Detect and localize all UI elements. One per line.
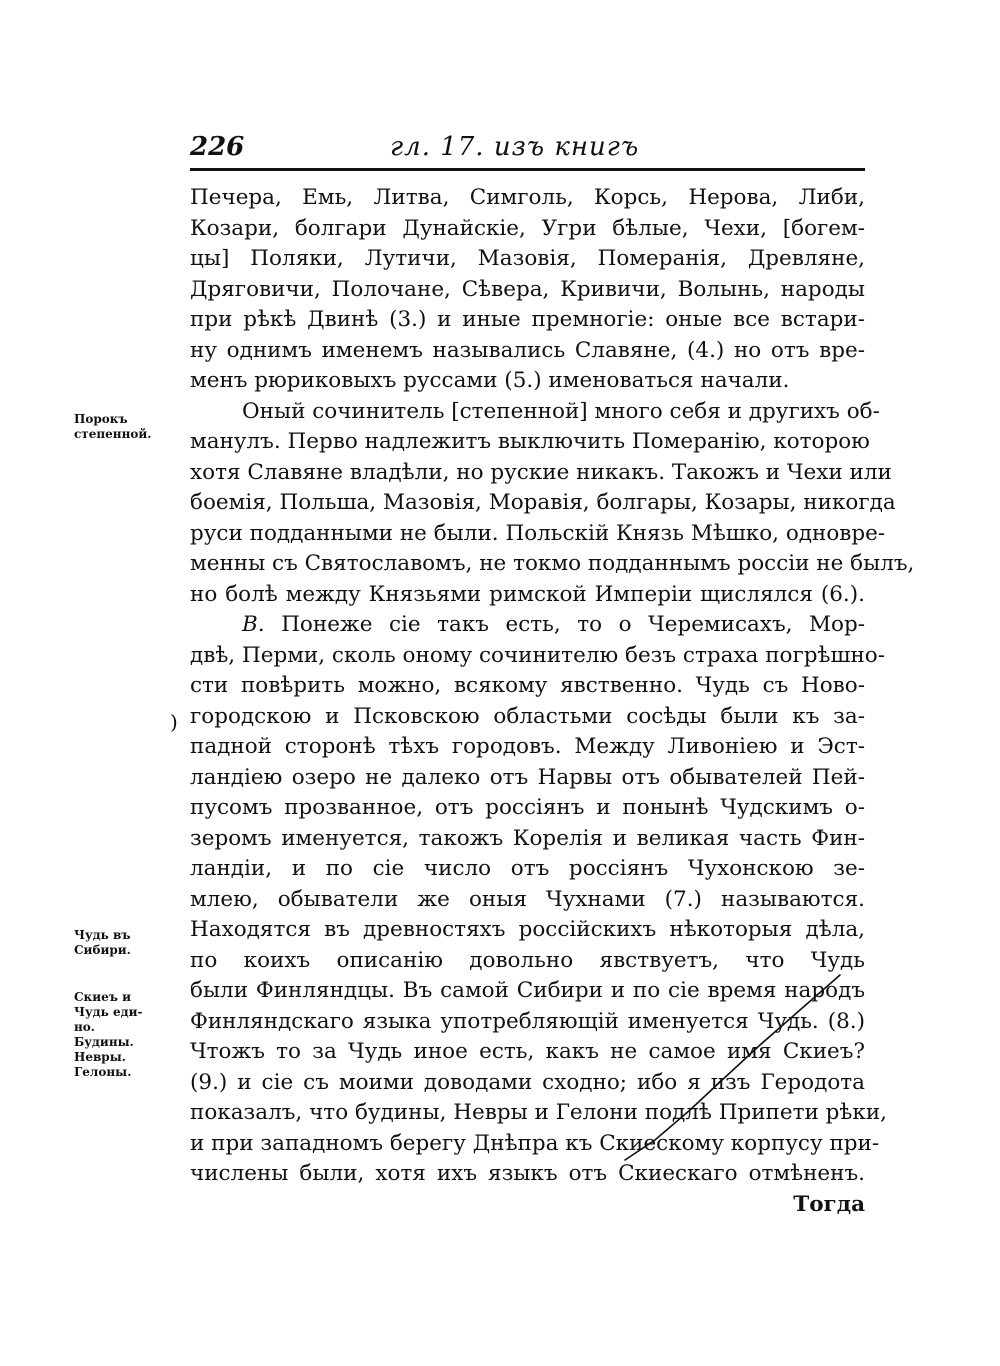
text-line: руси подданными не были. Польскій Князь Мѣшко, одновре- — [190, 520, 886, 546]
page-number: 226 — [190, 132, 245, 162]
section-letter: В. — [242, 612, 265, 637]
text-line: при рѣкѣ Двинѣ (3.) и иные премногіе: оные все встари- — [190, 307, 865, 332]
text-line: двѣ, Перми, сколь оному сочинителю безъ страха погрѣшно- — [190, 642, 885, 668]
text-line: В. Понеже сіе такъ есть, то о Черемисахъ, Мор- — [242, 612, 866, 637]
body-text — [190, 183, 915, 1220]
text-line: Дряговичи, Полочане, Сѣвера, Кривичи, Волынь, народы — [190, 276, 865, 302]
catchword: Тогда — [793, 1191, 865, 1217]
text-line: показалъ, что будины, Невры и Гелони подлѣ Припети рѣки, — [190, 1100, 887, 1125]
text-line: Козари, болгари Дунайскіе, Угри бѣлые, Чехи, [богем- — [190, 215, 865, 241]
text-line: менны съ Святославомъ, не токмо подданнымъ россіи не былъ, — [190, 551, 915, 576]
text-line: цы] Поляки, Лутичи, Мазовія, Померанія, Древляне, — [190, 246, 865, 271]
text-line: Чтожъ то за Чудь иное есть, какъ не самое имя Скиеъ? — [190, 1039, 865, 1064]
text-line: Находятся въ древностяхъ россійскихъ нѣкоторыя дѣла, — [190, 917, 865, 942]
text-line: числены были, хотя ихъ языкъ отъ Скиескаго отмѣненъ. — [190, 1161, 865, 1186]
margin-note-chud-siberia: Чудь въ Сибири. — [74, 928, 131, 957]
running-title: гл. 17. изъ книгъ — [390, 132, 640, 162]
text-line: менъ рюриковыхъ руссами (5.) именоваться начали. — [190, 368, 790, 393]
text-line: ландіи, и по сіе число отъ россіянъ Чухонскою зе- — [190, 856, 865, 881]
margin-note-scythians: Скиеъ и Чудь еди- но. Будины. Невры. Гелоны. — [74, 990, 143, 1079]
text-line: хотя Славяне владѣли, но руские никакъ. Такожъ и Чехи или — [190, 459, 892, 485]
text-line: зеромъ именуется, такожъ Корелія и великая часть Фин- — [190, 825, 865, 851]
text-line: манулъ. Перво надлежитъ выключить Померанію, которою — [190, 429, 870, 454]
margin-marker: ) — [170, 710, 178, 734]
text-line: сти повѣрить можно, всякому явственно. Чудь съ Ново- — [190, 673, 865, 698]
text-line: Финляндскаго языка употребляющій именуется Чудь. (8.) — [190, 1008, 865, 1034]
text-line: и при западномъ берегу Днѣпра къ Скиескому корпусу при- — [190, 1130, 880, 1156]
text-line: Оный сочинитель [степенной] много себя и другихъ об- — [242, 398, 880, 424]
text-line: но болѣ между Князьями римской Имперіи щислялся (6.). — [190, 581, 865, 607]
text-line: пусомъ прозванное, отъ россіянъ и понынѣ Чудскимъ о- — [190, 795, 865, 820]
text-line: млею, обыватели же оныя Чухнами (7.) называются. — [190, 886, 865, 912]
text-line: Печера, Емь, Литва, Симголь, Корсь, Нерова, Либи, — [190, 185, 865, 210]
text-line: боемія, Польша, Мазовія, Моравія, болгары, Козары, никогда — [190, 490, 896, 515]
text-line: (9.) и сіе съ моими доводами сходно; ибо я изъ Геродота — [190, 1069, 865, 1095]
page-header — [190, 128, 865, 171]
text-line: падной сторонѣ тѣхъ городовъ. Между Ливоніею и Эст- — [190, 734, 865, 759]
text-line: ландіею озеро не далеко отъ Нарвы отъ обывателей Пей- — [190, 764, 865, 790]
text-line: городскою и Псковскою областьми сосѣды были къ за- — [190, 703, 865, 729]
text-line: по коихъ описанію довольно явствуетъ, что Чудь — [190, 947, 865, 973]
text-line: ну однимъ именемъ назывались Славяне, (4.) но отъ вре- — [190, 337, 865, 363]
margin-note-vice: Порокъ степенной. — [74, 412, 152, 441]
text-line: были Финляндцы. Въ самой Сибири и по сіе время народъ — [190, 978, 865, 1003]
